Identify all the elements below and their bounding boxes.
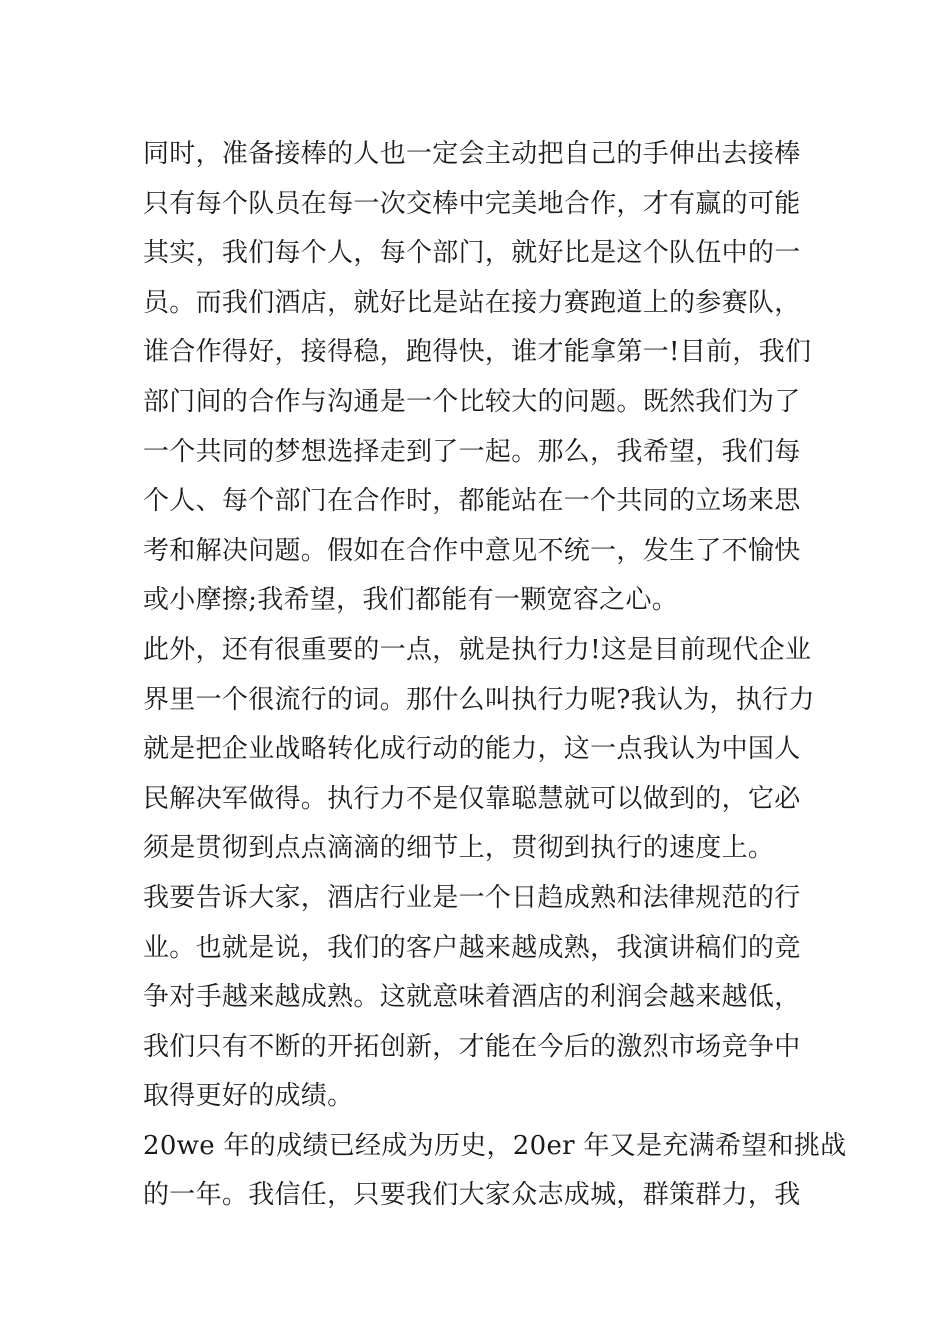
text-line: 20we 年的成绩已经成为历史，20er 年又是充满希望和挑战 [143, 1130, 847, 1161]
text-line: 其实，我们每个人，每个部门，就好比是这个队伍中的一 [143, 238, 801, 269]
text-line: 同时，准备接棒的人也一定会主动把自己的手伸出去接棒 [143, 139, 801, 169]
text-line: 业。也就是说，我们的客户越来越成熟，我演讲稿们的竞 [143, 932, 801, 963]
text-line: 此外，还有很重要的一点，就是执行力!这是目前现代企业 [143, 634, 812, 665]
text-line: 个人、每个部门在合作时，都能站在一个共同的立场来思 [143, 486, 801, 517]
text-line: 或小摩擦;我希望，我们都能有一颗宽容之心。 [143, 585, 679, 616]
text-line: 员。而我们酒店，就好比是站在接力赛跑道上的参赛队， [143, 287, 801, 318]
text-line: 就是把企业战略转化成行动的能力，这一点我认为中国人 [143, 734, 801, 765]
text-line: 我要告诉大家，酒店行业是一个日趋成熟和法律规范的行 [143, 882, 801, 913]
text-line: 民解决军做得。执行力不是仅靠聪慧就可以做到的，它必 [143, 783, 801, 814]
text-line: 界里一个很流行的词。那什么叫执行力呢?我认为，执行力 [143, 684, 815, 715]
text-line: 考和解决问题。假如在合作中意见不统一，发生了不愉快 [143, 535, 801, 566]
text-line: 谁合作得好，接得稳，跑得快，谁才能拿第一!目前，我们 [143, 337, 812, 368]
text-line: 须是贯彻到点点滴滴的细节上，贯彻到执行的速度上。 [143, 833, 775, 864]
text-line: 取得更好的成绩。 [143, 1081, 354, 1112]
text-line: 我们只有不断的开拓创新，才能在今后的激烈市场竞争中 [143, 1031, 801, 1062]
text-line: 争对手越来越成熟。这就意味着酒店的利润会越来越低， [143, 982, 801, 1013]
text-line: 一个共同的梦想选择走到了一起。那么，我希望，我们每 [143, 436, 801, 467]
text-line: 部门间的合作与沟通是一个比较大的问题。既然我们为了 [143, 386, 801, 417]
document-body [143, 130, 847, 1221]
text-line: 只有每个队员在每一次交棒中完美地合作，才有赢的可能 [143, 188, 801, 219]
text-line: 的一年。我信任，只要我们大家众志成城，群策群力，我 [143, 1180, 801, 1211]
